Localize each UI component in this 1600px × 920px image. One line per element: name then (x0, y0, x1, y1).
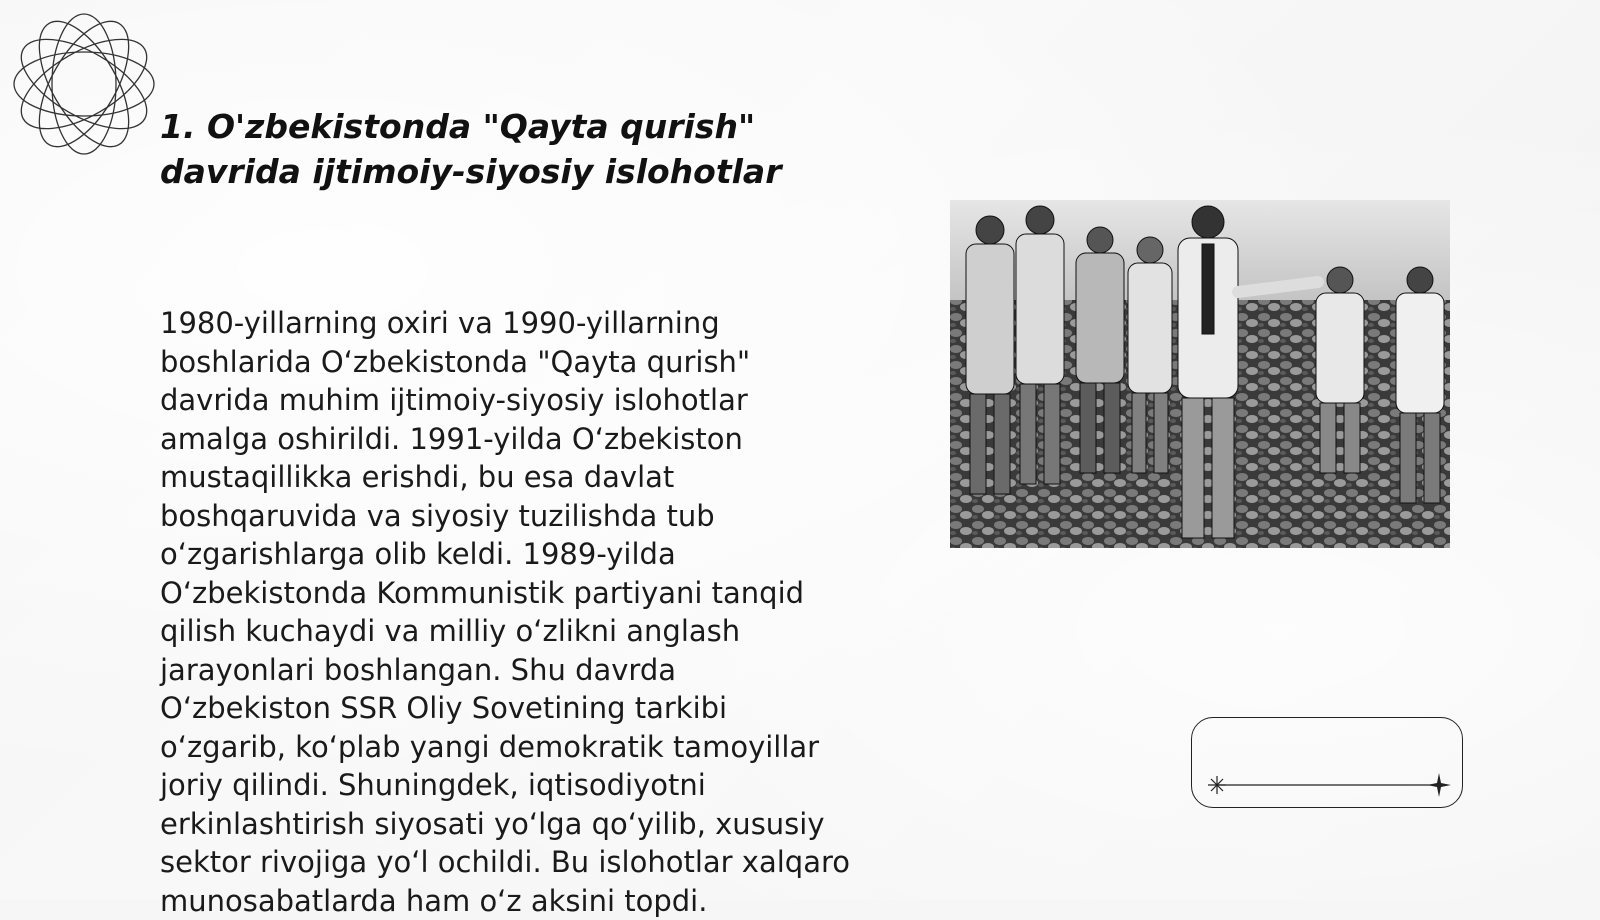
slide-body-text: 1980-yillarning oxiri va 1990-yillarning boshlarida O‘zbekistonda "Qayta qurish" davrida muhim ijtimoiy-siyosiy islohotlar amalga oshirildi. 1991-yilda O‘zbekiston mustaqillikka erishdi, bu esa davlat boshqaruvida va siyosiy tuzilishda tub o‘zgarishlarga olib keldi. 1989-yilda O‘zbekistonda Kommunistik partiyani tanqid qilish kuchaydi va milliy o‘zlikni anglash jarayonlari boshlangan. Shu davrda O‘zbekiston SSR Oliy Sovetining tarkibi o‘zgarib, ko‘plab yangi demokratik tamoyillar joriy qilindi. Shuningdek, iqtisodiyotni erkinlashtirish siyosati yo‘lga qo‘yilib, xususiy sektor rivojiga yo‘l ochildi. Bu islohotlar xalqaro munosabatlarda ham o‘z aksini topdi. (160, 306, 850, 918)
decorative-line (1207, 770, 1447, 800)
sparkle-icon (1208, 776, 1226, 794)
historical-photo (950, 200, 1450, 548)
orbit-rings-icon (10, 10, 158, 158)
slide-title: 1. O'zbekistonda "Qayta qurish" davrida ijtimoiy-siyosiy islohotlar (160, 107, 782, 191)
